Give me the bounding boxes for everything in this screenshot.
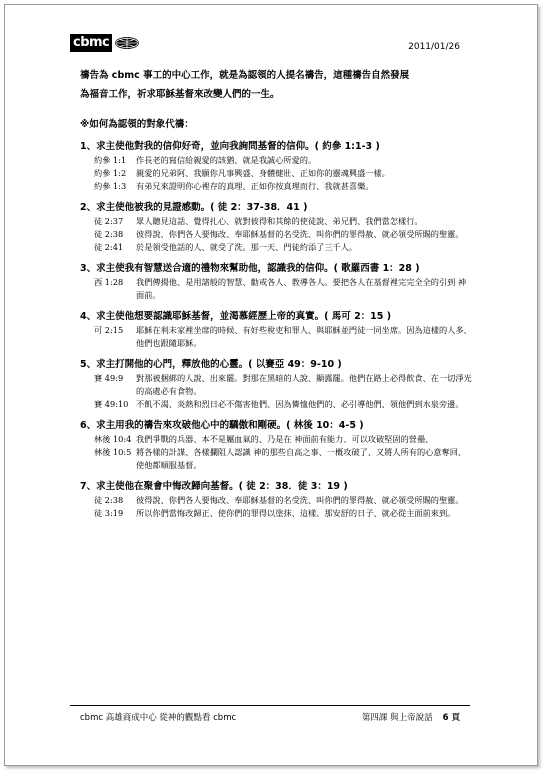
verse-reference: 徒 3:19 <box>94 508 124 518</box>
prayer-item <box>80 480 472 520</box>
scripture-verse <box>80 154 472 167</box>
prayer-item <box>80 201 472 254</box>
prayer-item <box>80 310 472 350</box>
scripture-verse <box>80 180 472 193</box>
prayer-item-title: 3、求主使我有智慧送合適的禮物來幫助他，認識我的信仰。( 歌羅西書 1：28 ) <box>80 263 420 274</box>
verse-text: 於是領受他話的人、就受了洗。那一天、門徒約添了三千人。 <box>136 242 358 252</box>
logo-text: cbmc <box>70 34 112 52</box>
footer-left-text: cbmc 高雄商成中心 從神的觀點看 cbmc <box>80 713 237 723</box>
prayer-item <box>80 419 472 472</box>
verse-text: 彼得說、你們各人要悔改、奉耶穌基督的名受洗、叫你們的罪得赦、就必領受所賜的聖靈。 <box>136 229 464 239</box>
section-title: ※如何為認領的對象代禱： <box>80 119 194 130</box>
verse-text: 眾人聽見這話、覺得扎心、就對彼得和其餘的使徒說、弟兄們、我們當怎樣行。 <box>136 216 423 226</box>
verse-reference: 西 1:28 <box>94 277 124 287</box>
verse-reference: 林後 10:4 <box>94 434 132 444</box>
verse-text: 將各樣的計謀、各樣攔阻人認識 神的那些自高之事、一概攻破了、又將人所有的心意奪回、使他都順服基督。 <box>136 447 467 470</box>
document-body <box>80 66 472 520</box>
page-number: 6 頁 <box>442 713 460 723</box>
verse-reference: 可 2:15 <box>94 325 124 335</box>
verse-reference: 約參 1:3 <box>94 181 127 191</box>
scripture-verse <box>80 167 472 180</box>
scripture-verse <box>80 372 472 398</box>
scripture-verse <box>80 494 472 507</box>
verse-reference: 徒 2:38 <box>94 495 124 505</box>
prayer-item-title: 7、求主使他在聚會中悔改歸向基督。( 徒 2：38．徒 3：19 ) <box>80 481 348 492</box>
verse-reference: 約參 1:2 <box>94 168 127 178</box>
document-date: 2011/01/26 <box>408 42 460 52</box>
verse-text: 有弟兄來證明你心裡存的真理、正如你按真理而行、我就甚喜樂。 <box>136 181 374 191</box>
verse-reference: 林後 10:5 <box>94 447 132 457</box>
prayer-item <box>80 358 472 411</box>
prayer-item-title: 1、求主使他對我的信仰好奇，並向我詢問基督的信仰。( 約參 1:1-3 ) <box>80 141 380 152</box>
verse-text: 親愛的兄弟阿、我願你凡事興盛、身體健壯、正如你的靈魂興盛一樣。 <box>136 168 390 178</box>
verse-reference: 賽 49:9 <box>94 373 124 383</box>
prayer-item-title: 4、求主使他想要認識耶穌基督，並渴慕經歷上帝的真實。( 馬可 2：15 ) <box>80 311 392 322</box>
footer-lesson-title: 第四課 與上帝說話 <box>361 713 433 723</box>
verse-text: 我們爭戰的兵器、本不是屬血氣的、乃是在 神面前有能力、可以攻破堅固的營壘、 <box>136 434 434 444</box>
prayer-item <box>80 262 472 302</box>
verse-reference: 約參 1:1 <box>94 155 127 165</box>
prayer-item-title: 2、求主使他被我的見證感動。( 徒 2：37-38．41 ) <box>80 202 308 213</box>
scripture-verse <box>80 398 472 411</box>
scripture-verse <box>80 241 472 254</box>
verse-reference: 徒 2:41 <box>94 242 124 252</box>
prayer-item-title: 5、求主打開他的心門，釋放他的心靈。( 以賽亞 49：9-10 ) <box>80 359 342 370</box>
footer-right <box>362 711 460 723</box>
footer-divider <box>70 705 470 706</box>
prayer-item <box>80 140 472 193</box>
verse-text: 不飢不渴、炎熱和烈日必不傷害他們、因為憐恤他們的、必引導他們、領他們到水泉旁邊。 <box>136 399 464 409</box>
globe-icon <box>114 36 140 50</box>
verse-reference: 徒 2:37 <box>94 216 124 226</box>
scripture-verse <box>80 276 472 302</box>
cbmc-logo <box>70 34 140 52</box>
verse-text: 耶穌在利未家裡坐席的時候、有好些稅吏和罪人、與耶穌並門徒一同坐席。因為這樣的人多、他們也跟隨耶穌。 <box>136 325 472 348</box>
verse-text: 我們傳揚他、是用諸般的智慧、勸戒各人、教導各人。要把各人在基督裡完完全全的引到 神面前。 <box>136 277 467 300</box>
prayer-item-title: 6、求主用我的禱告來攻破他心中的驕傲和剛硬。( 林後 10：4-5 ) <box>80 420 364 431</box>
verse-text: 對那被捆綁的人說、出來罷。對那在黑暗的人說、顯露罷。他們在路上必得飲食、在一切淨光的高處必有食物。 <box>136 373 472 396</box>
scripture-verse <box>80 507 472 520</box>
verse-text: 彼得說、你們各人要悔改、奉耶穌基督的名受洗、叫你們的罪得赦、就必領受所賜的聖靈。 <box>136 495 464 505</box>
verse-text: 作長老的寫信給親愛的該猶、就是我誠心所愛的。 <box>136 155 317 165</box>
scripture-verse <box>80 446 472 472</box>
scripture-verse <box>80 215 472 228</box>
intro-line-1: 禱告為 cbmc 事工的中心工作，就是為認領的人提名禱告，這種禱告自然發展 <box>80 70 410 81</box>
intro-line-2: 為福音工作，祈求耶穌基督來改變人們的一生。 <box>80 89 280 100</box>
scripture-verse <box>80 228 472 241</box>
scripture-verse <box>80 433 472 446</box>
scripture-verse <box>80 324 472 350</box>
verse-text: 所以你們當悔改歸正、使你們的罪得以塗抹、這樣、那安舒的日子、就必從主面前來到。 <box>136 508 456 518</box>
verse-reference: 賽 49:10 <box>94 399 129 409</box>
prayer-items-list <box>80 140 472 520</box>
verse-reference: 徒 2:38 <box>94 229 124 239</box>
